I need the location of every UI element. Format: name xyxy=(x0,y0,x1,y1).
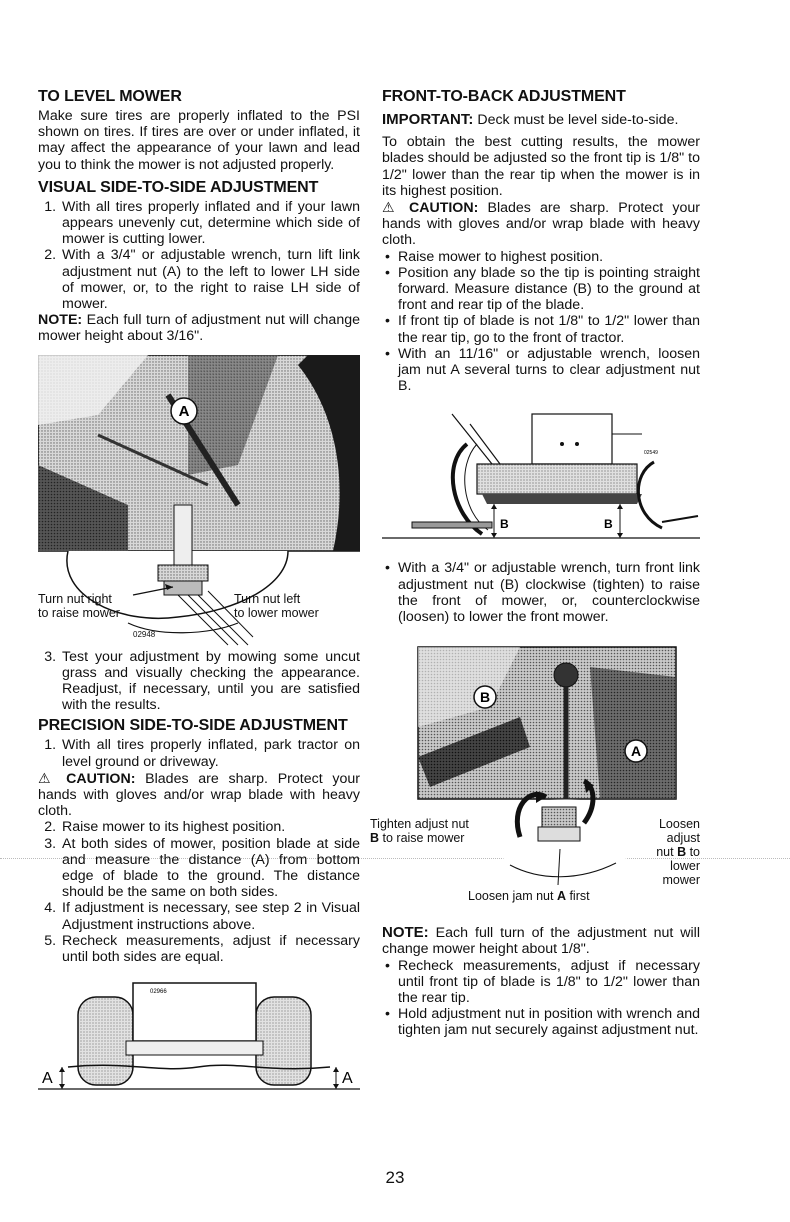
important-text: Deck must be level side-to-side. xyxy=(473,112,679,128)
adjust-bullets-2 xyxy=(382,560,700,625)
caution-label: CAUTION: xyxy=(408,200,479,217)
caution-text: Blades are sharp. Protect your hands with gloves and/or wrap blade with heavy cloth. xyxy=(382,200,700,249)
note-text: Each full turn of the adjustment nut will change mower height about 1/8". xyxy=(382,925,700,958)
precision-step-5: 5. Recheck measurements, adjust if necessary until both sides are equal. xyxy=(60,933,360,965)
front-to-back-note xyxy=(382,925,700,957)
note-label: NOTE: xyxy=(38,312,83,329)
fig1-code: 02948 xyxy=(133,629,156,639)
visual-adjustment-heading: VISUAL SIDE-TO-SIDE ADJUSTMENT xyxy=(38,178,319,196)
visual-steps-list xyxy=(38,199,360,312)
visual-note xyxy=(38,312,360,344)
front-to-back-caution xyxy=(382,199,700,249)
left-column xyxy=(38,88,360,1093)
page-number: 23 xyxy=(385,1168,405,1187)
precision-step-2: 2. Raise mower to its highest position. xyxy=(60,819,360,835)
visual-step-2: 2. With a 3/4" or adjustable wrench, turn lift link adjustment nut (A) to the left to lower LH side of mower, or, to the right to raise LH side of mower. xyxy=(60,247,360,312)
fig4-label-b: B xyxy=(479,689,491,706)
bullet-turn-front-link: • With a 3/4" or adjustable wrench, turn front link adjustment nut (B) clockwise (tighten) to raise the front of mower, or, counterclockwise (loosen) to lower the front mower. xyxy=(398,560,700,625)
precision-step-4: 4. If adjustment is necessary, see step 2 in Visual Adjustment instructions above. xyxy=(60,900,360,932)
level-mower-heading: TO LEVEL MOWER xyxy=(38,88,182,105)
right-column xyxy=(370,88,700,1039)
fig2-code: 02966 xyxy=(150,989,167,996)
fig3-label-b2: B xyxy=(604,517,613,532)
deck-measure-figure xyxy=(38,977,360,1093)
adjust-bullets-3 xyxy=(382,958,700,1039)
caution-triangle-icon: ⚠ xyxy=(382,199,400,216)
note-text: Each full turn of adjustment nut will change mower height about 3/16". xyxy=(38,312,360,345)
fig1-label-a: A xyxy=(178,402,190,420)
precision-adjustment-heading: PRECISION SIDE-TO-SIDE ADJUSTMENT xyxy=(38,717,348,735)
front-to-back-heading: FRONT-TO-BACK ADJUSTMENT xyxy=(382,88,626,105)
blade-measure-figure xyxy=(382,404,700,544)
precision-steps-list xyxy=(38,819,360,965)
loosen-jam-nut-caption: Loosen jam nut A first xyxy=(468,889,590,904)
front-link-nut-figure xyxy=(370,637,700,907)
lift-link-figure xyxy=(38,355,360,647)
note-label: NOTE: xyxy=(382,924,429,942)
important-note xyxy=(382,112,700,128)
adjust-bullets-1 xyxy=(382,249,700,395)
bullet-hold-nut: • Hold adjustment nut in position with wrench and tighten jam nut securely against adjustment nut. xyxy=(398,1006,700,1038)
tighten-nut-caption: Tighten adjust nut B to raise mower xyxy=(370,817,469,846)
fig3-code: 02549 xyxy=(644,450,658,457)
precision-step-3: 3. At both sides of mower, position blade at side and measure the distance (A) from bottom edge of blade to the ground. The distance should be the same on both sides. xyxy=(60,836,360,901)
front-to-back-intro: To obtain the best cutting results, the mower blades should be adjusted so the front tip is 1/8" to 1/2" lower than the rear tip when the mower is in its highest position. xyxy=(382,134,700,199)
fig4-label-a: A xyxy=(630,743,642,760)
fig2-label-left: A xyxy=(42,1070,53,1088)
caution-text: Blades are sharp. Protect your hands with gloves and/or wrap blade with heavy cloth. xyxy=(38,770,360,820)
caution-label: CAUTION: xyxy=(66,770,136,787)
bullet-front-tip: • If front tip of blade is not 1/8" to 1/2" lower than the rear tip, go to the front of tractor. xyxy=(398,313,700,345)
level-mower-text: Make sure tires are properly inflated to the PSI shown on tires. If tires are over or under inflated, it may affect the appearance of your lawn and lead you to think the mower is not adjusted properly. xyxy=(38,108,360,173)
important-label: IMPORTANT: xyxy=(382,111,474,128)
deck-measure-illustration xyxy=(38,977,360,1093)
visual-step-3: 3. Test your adjustment by mowing some uncut grass and visually checking the appearance. Readjust, if necessary, until you are satisfied with the results. xyxy=(60,649,360,714)
loosen-nut-caption: Loosen adjust nut B to lower mower xyxy=(656,817,700,888)
turn-left-caption: Turn nut left to lower mower xyxy=(234,591,319,620)
turn-right-caption: Turn nut right to raise mower xyxy=(38,591,120,620)
bullet-loosen-jam-nut: • With an 11/16" or adjustable wrench, loosen jam nut A several turns to clear adjustment nut B. xyxy=(398,346,700,395)
visual-step-1: 1. With all tires properly inflated and if your lawn appears unevenly cut, determine which side of mower is cutting lower. xyxy=(60,199,360,248)
bullet-raise-mower: • Raise mower to highest position. xyxy=(398,249,700,265)
fig2-label-right: A xyxy=(342,1070,353,1088)
visual-step-3-list xyxy=(38,649,360,714)
precision-step-1-list xyxy=(38,737,360,769)
caution-triangle-icon: ⚠ xyxy=(38,769,57,786)
precision-step-1: 1. With all tires properly inflated, park tractor on level ground or driveway. xyxy=(60,737,360,769)
bullet-recheck: • Recheck measurements, adjust if necessary until front tip of blade is 1/8" to 1/2" lower than the rear tip. xyxy=(398,958,700,1007)
bullet-position-blade: • Position any blade so the tip is pointing straight forward. Measure distance (B) to the ground at front and rear tip of the blade. xyxy=(398,265,700,314)
blade-measure-illustration xyxy=(382,404,700,544)
precision-caution xyxy=(38,770,360,820)
fig3-label-b1: B xyxy=(500,517,509,532)
